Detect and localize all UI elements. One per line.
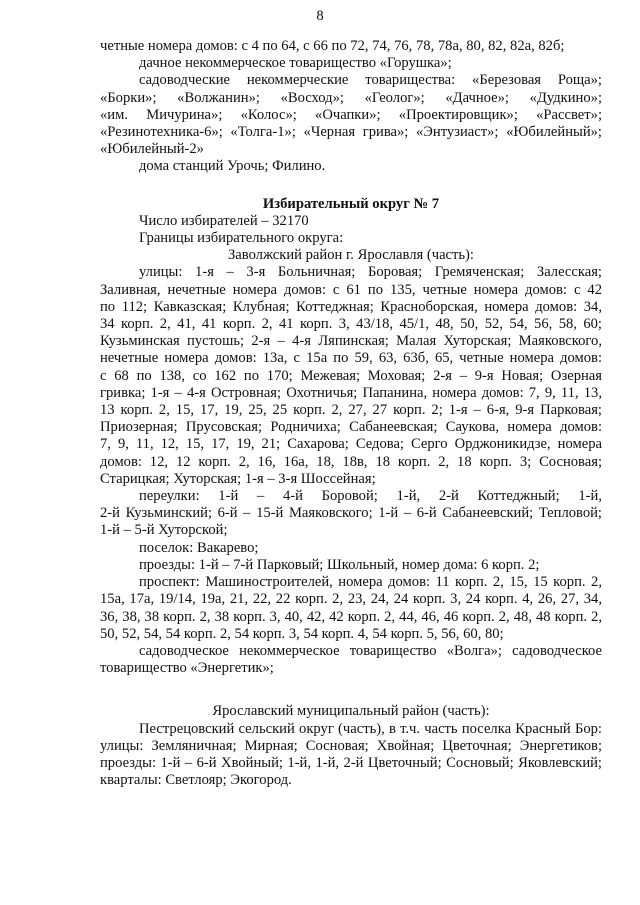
paragraph-dacha-partnership: дачное некоммерческое товарищество «Горушка»; bbox=[139, 55, 452, 72]
streets-line: с 68 по 138, со 162 по 170; Межевая; Моховая; 2-я – 9-я Новая; Озерная bbox=[100, 367, 602, 384]
gardening-line: садоводческие некоммерческие товарищества: «Березовая Роща»; bbox=[139, 72, 602, 89]
municipal-line: проезды: 1-й – 6-й Хвойный; 1-й, 1-й, 2-й Цветочный; Сосновый; Яковлевский; bbox=[100, 754, 602, 771]
voters-count: Число избирателей – 32170 bbox=[139, 212, 309, 229]
avenue-line: 50, 52, 54, 54 корп. 2, 54 корп. 3, 54 корп. 4, 54 корп. 5, 56, 60, 80; bbox=[100, 625, 504, 642]
streets-line: Старицкая; Хуторская; 1-я – 3-я Шоссейная; bbox=[100, 470, 376, 487]
streets-line: домов: 12, 12 корп. 2, 16, 16а, 18, 18в, 18 корп. 2, 18 корп. 3; Сосновая; bbox=[100, 453, 602, 470]
district-borders-label: Границы избирательного округа: bbox=[139, 230, 344, 247]
streets-line: 34 корп. 2, 41, 41 корп. 2, 41 корп. 3, 43/18, 45/1, 48, 50, 52, 54, 56, 58, 60; bbox=[100, 316, 602, 333]
area-heading: Заволжский район г. Ярославля (часть): bbox=[228, 247, 474, 264]
spacer bbox=[100, 677, 602, 703]
passages-line: проезды: 1-й – 7-й Парковый; Школьный, номер дома: 6 корп. 2; bbox=[139, 556, 540, 573]
streets-line: 7, 9, 11, 12, 15, 17, 19, 21; Сахарова; Седова; Серго Орджоникидзе, номера bbox=[100, 436, 602, 453]
municipal-line: улицы: Земляничная; Мирная; Сосновая; Хвойная; Цветочная; Энергетиков; bbox=[100, 737, 602, 754]
streets-line: улицы: 1-я – 3-я Больничная; Боровая; Гремяченская; Залесская; bbox=[139, 264, 602, 281]
settlement-line: поселок: Вакарево; bbox=[139, 539, 259, 556]
streets-line: 13 корп. 2, 15, 17, 19, 25, 25 корп. 2, 27, 27 корп. 2; 1-я – 6-я, 9-я Парковая; bbox=[100, 402, 602, 419]
lanes-line: 1-й – 5-й Хуторской; bbox=[100, 522, 228, 539]
avenue-line: 15а, 17а, 19/14, 19а, 21, 22, 22 корп. 2, 23, 24, 24 корп. 3, 24 корп. 4, 26, 27, 34, bbox=[100, 591, 602, 608]
lanes-line: переулки: 1-й – 4-й Боровой; 1-й, 2-й Коттеджный; 1-й, bbox=[139, 488, 602, 505]
lanes-line: 2-й Кузьминский; 6-й – 15-й Маяковского; 1-й – 6-й Сабанеевский; Тепловой; bbox=[100, 505, 602, 522]
page-number: 8 bbox=[316, 8, 324, 24]
gardening-line: «Резинотехника-6»; «Толга-1»; «Черная грива»; «Энтузиаст»; «Юбилейный»; bbox=[100, 124, 602, 141]
streets-line: по 112; Кавказская; Клубная; Коттеджная; Красноборская, номера домов: 34, bbox=[100, 298, 602, 315]
document-body bbox=[100, 38, 602, 789]
spacer bbox=[100, 176, 602, 196]
municipal-line: Пестрецовский сельский округ (часть), в т.ч. часть поселка Красный Бор: bbox=[139, 720, 602, 737]
paragraph-house-numbers: четные номера домов: с 4 по 64, с 66 по 72, 74, 76, 78, 78а, 80, 82, 82а, 82б; bbox=[100, 38, 565, 54]
gardening-line: «Борки»; «Волжанин»; «Восход»; «Геолог»; «Дачное»; «Дудкино»; bbox=[100, 89, 602, 106]
gardening-line: «им. Мичурина»; «Колос»; «Очапки»; «Проектировщик»; «Рассвет»; bbox=[100, 106, 602, 123]
avenue-line: проспект: Машиностроителей, номера домов: 11 корп. 2, 15, 15 корп. 2, bbox=[139, 574, 602, 591]
gardening-partnership-line: садоводческое некоммерческое товарищество «Волга»; садоводческое bbox=[139, 642, 602, 659]
district-heading: Избирательный округ № 7 bbox=[262, 195, 440, 212]
paragraph-stations: дома станций Урочь; Филино. bbox=[139, 158, 326, 175]
municipal-line: кварталы: Светлояр; Экогород. bbox=[100, 772, 292, 789]
avenue-line: 36, 38, 38 корп. 2, 38 корп. 3, 40, 42, 42 корп. 2, 44, 46, 46 корп. 2, 48, 48 корп. 2, bbox=[100, 608, 602, 625]
streets-line: Приозерная; Прусовская; Родничиха; Сабанеевская; Саукова, номера домов: bbox=[100, 419, 602, 436]
streets-line: гривка; 1-я – 4-я Островная; Охотничья; Папанина, номера домов: 7, 9, 11, 13, bbox=[100, 384, 602, 401]
municipal-heading: Ярославский муниципальный район (часть): bbox=[212, 703, 490, 720]
gardening-partnership-line: товарищество «Энергетик»; bbox=[100, 660, 274, 677]
streets-line: Кузьминская пустошь; 2-я – 4-я Ляпинская; Малая Хуторская; Маяковского, bbox=[100, 333, 602, 350]
streets-line: нечетные номера домов: 13а, с 15а по 59, 63, 63б, 65, четные номера домов: bbox=[100, 350, 602, 367]
streets-line: Заливная, нечетные номера домов: с 61 по 135, четные номера домов: с 42 bbox=[100, 281, 602, 298]
gardening-line: «Юбилейный-2» bbox=[100, 141, 204, 158]
